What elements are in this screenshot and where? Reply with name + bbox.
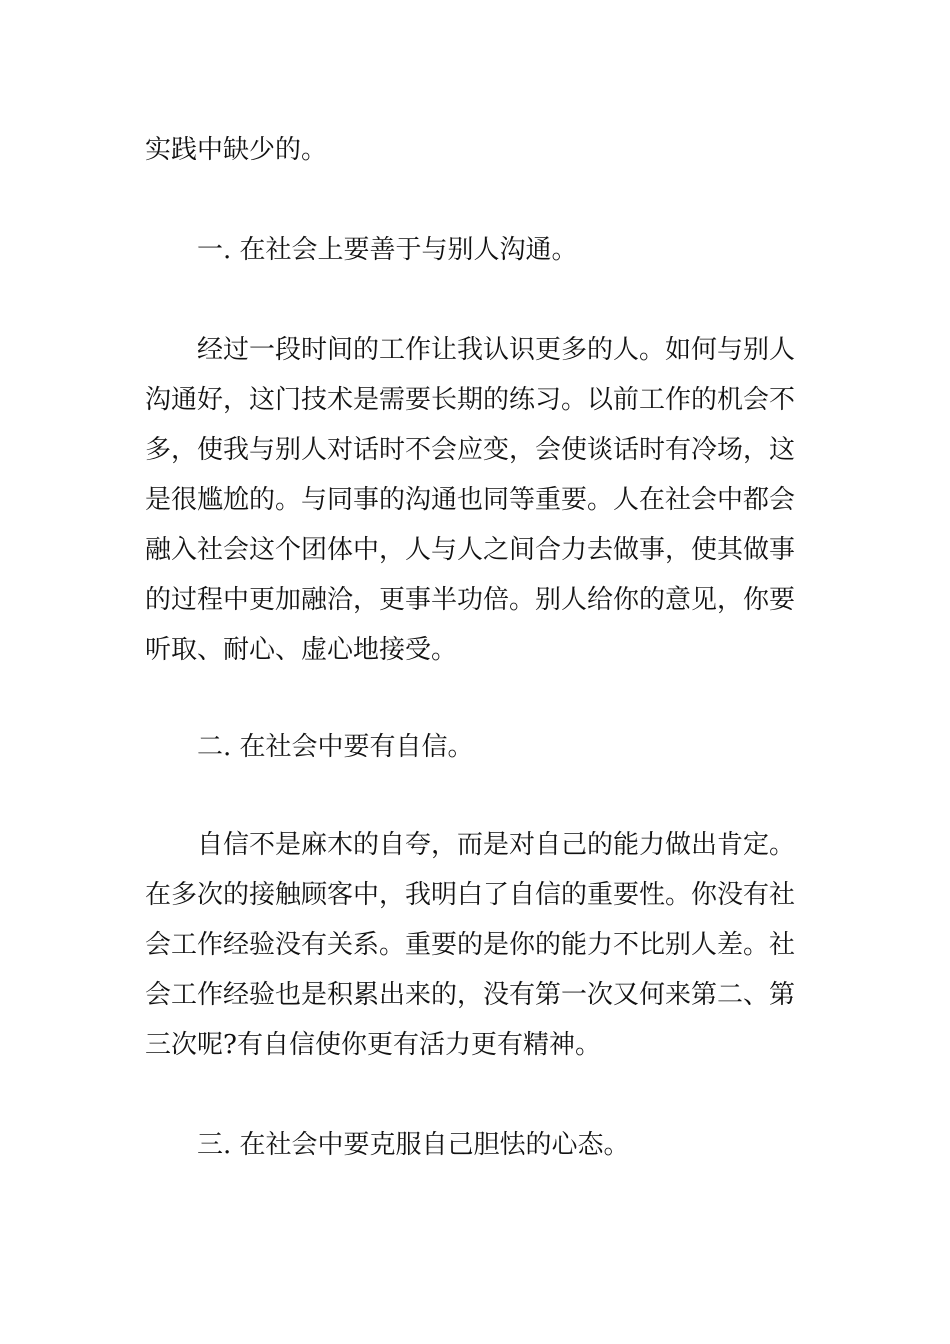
section-heading-2: 二. 在社会中要有自信。: [197, 732, 474, 762]
paragraph-communication: 经过一段时间的工作让我认识更多的人。如何与别人沟通好，这门技术是需要长期的练习。以前工作的机会不多，使我与别人对话时不会应变，会使谈话时有冷场，这是很尴尬的。与同事的沟通也同等重要。人在社会中都会融入社会这个团体中，人与人之间合力去做事，使其做事的过程中更加融洽，更事半功倍。别人给你的意见，你要听取、耐心、虚心地接受。: [145, 335, 796, 665]
section-heading-1: 一. 在社会上要善于与别人沟通。: [197, 235, 578, 265]
paragraph-continuation: 实践中缺少的。: [145, 135, 328, 165]
section-heading-3: 三. 在社会中要克服自己胆怯的心态。: [197, 1130, 630, 1160]
paragraph-confidence: 自信不是麻木的自夸，而是对自己的能力做出肯定。在多次的接触顾客中，我明白了自信的重要性。你没有社会工作经验没有关系。重要的是你的能力不比别人差。社会工作经验也是积累出来的，没有第一次又何来第二、第三次呢?有自信使你更有活力更有精神。: [145, 830, 796, 1060]
